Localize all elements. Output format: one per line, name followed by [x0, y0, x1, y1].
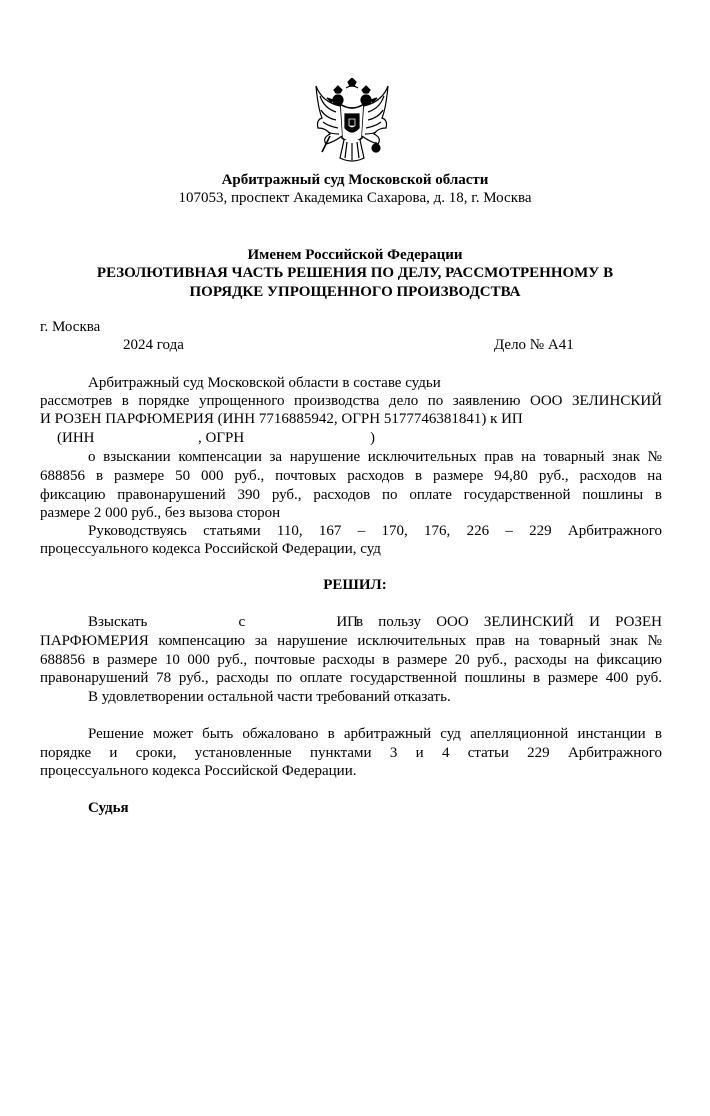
appeal-line-2: порядке и сроки, установленные пунктами 3 и 4 статьи 229 Арбитражного	[40, 745, 662, 761]
ruling-line-1a: Взыскать с ИП	[88, 614, 358, 630]
intro-line-8: размере 2 000 руб., без вызова сторон	[40, 505, 281, 521]
inn-label: (ИНН	[57, 430, 95, 446]
intro-line-6: 688856 в размере 50 000 руб., почтовых расходов в размере 94,80 руб., расходов на	[40, 468, 662, 484]
appeal-line-1: Решение может быть обжаловано в арбитражный суд апелляционной инстанции в	[88, 726, 662, 742]
intro-line-5: о взыскании компенсации за нарушение исключительных прав на товарный знак №	[88, 449, 662, 465]
title-line-3: ПОРЯДКЕ УПРОЩЕННОГО ПРОИЗВОДСТВА	[189, 284, 521, 300]
ogrn-label: , ОГРН	[198, 430, 245, 446]
ruling-line-4: правонарушений 78 руб., расходы по оплате государственной пошлины в размере 400 руб.	[40, 670, 662, 686]
court-name: Арбитражный суд Московской области	[221, 172, 489, 188]
intro-line-7: фиксацию правонарушений 390 руб., расходов по оплате государственной пошлины в	[40, 487, 662, 503]
ruling-line-2: ПАРФЮМЕРИЯ компенсацию за нарушение исключительных прав на товарный знак №	[40, 633, 662, 649]
appeal-line-3: процессуального кодекса Российской Федерации.	[40, 763, 357, 779]
judge-signature-label: Судья	[88, 800, 129, 816]
ruling-line-3: 688856 в размере 10 000 руб., почтовые расходы в размере 20 руб., расходы на фиксацию	[40, 652, 662, 668]
intro-line-2: рассмотрев в порядке упрощенного производства дело по заявлению ООО ЗЕЛИНСКИЙ	[40, 393, 662, 409]
coat-of-arms-icon	[312, 78, 392, 166]
title-line-2: РЕЗОЛЮТИВНАЯ ЧАСТЬ РЕШЕНИЯ ПО ДЕЛУ, РАССМОТРЕННОМУ В	[96, 265, 614, 281]
intro-line-3: И РОЗЕН ПАРФЮМЕРИЯ (ИНН 7716885942, ОГРН 5177746381841) к ИП	[40, 411, 523, 427]
decision-date: 2024 года	[123, 337, 184, 353]
inn-close-paren: )	[370, 430, 375, 446]
court-address: 107053, проспект Академика Сахарова, д. 18, г. Москва	[178, 190, 532, 206]
ruling-line-5: В удовлетворении остальной части требований отказать.	[88, 689, 451, 705]
decided-heading: РЕШИЛ:	[323, 577, 387, 593]
title-line-1: Именем Российской Федерации	[247, 247, 463, 263]
ruling-line-1b: в пользу ООО ЗЕЛИНСКИЙ И РОЗЕН	[356, 614, 662, 630]
case-number: Дело № А41	[494, 337, 574, 353]
intro-line-9: Руководствуясь статьями 110, 167 – 170, 176, 226 – 229 Арбитражного	[88, 523, 662, 539]
intro-line-10: процессуального кодекса Российской Федерации, суд	[40, 541, 381, 557]
city: г. Москва	[40, 319, 101, 335]
intro-line-1: Арбитражный суд Московской области в составе судьи	[88, 375, 441, 391]
